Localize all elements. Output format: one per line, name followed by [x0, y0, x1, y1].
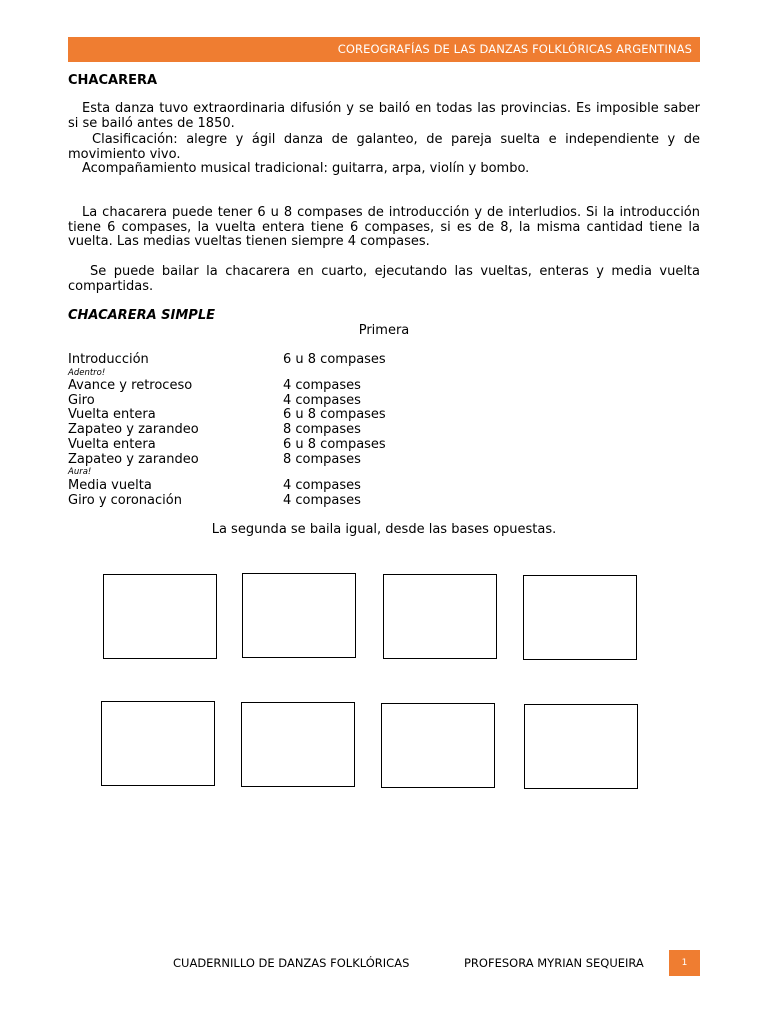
step-count: 6 u 8 compases — [283, 437, 386, 452]
subsection-title: CHACARERA SIMPLE — [68, 308, 215, 323]
paragraph3-text: Se puede bailar la chacarera en cuarto, ejecutando las vueltas, enteras y media vuelta compartidas. — [68, 264, 700, 294]
step-count: 6 u 8 compases — [283, 407, 386, 422]
diagram-box — [242, 573, 356, 658]
intro-p2-text: Clasificación: alegre y ágil danza de galanteo, de pareja suelta e independiente y de movimiento vivo. — [68, 132, 700, 162]
step-name: Zapateo y zarandeo — [68, 422, 199, 437]
diagram-box — [241, 702, 355, 787]
header-bar — [68, 37, 700, 62]
header-title: COREOGRAFÍAS DE LAS DANZAS FOLKLÓRICAS ARGENTINAS — [337, 42, 692, 56]
step-count: 4 compases — [283, 478, 361, 493]
step-note: Aura! — [68, 467, 92, 477]
step-count: 4 compases — [283, 493, 361, 508]
step-name: Avance y retroceso — [68, 378, 193, 393]
footer-left: CUADERNILLO DE DANZAS FOLKLÓRICAS — [173, 956, 410, 970]
intro-p1-text: Esta danza tuvo extraordinaria difusión y se bailó en todas las provincias. Es imposible saber si se bailó antes de 1850. — [68, 101, 700, 131]
step-name: Media vuelta — [68, 478, 152, 493]
step-name: Vuelta entera — [68, 437, 156, 452]
step-count: 4 compases — [283, 378, 361, 393]
step-count: 6 u 8 compases — [283, 352, 386, 367]
footer-right: PROFESORA MYRIAN SEQUEIRA — [464, 956, 644, 970]
step-note: Adentro! — [68, 368, 106, 378]
step-count: 8 compases — [283, 452, 361, 467]
diagram-box — [524, 704, 638, 789]
diagram-box — [523, 575, 637, 660]
diagram-box — [383, 574, 497, 659]
step-name: Giro y coronación — [68, 493, 182, 508]
step-name: Introducción — [68, 352, 149, 367]
paragraph2-text: La chacarera puede tener 6 u 8 compases de introducción y de interludios. Si la introducción tiene 6 compases, la vuelta entera tiene 6 compases, si es de 8, la misma cantidad tiene la vuelta. Las medias vueltas tienen siempre 4 compases. — [68, 205, 700, 249]
step-count: 8 compases — [283, 422, 361, 437]
intro-p3-text: Acompañamiento musical tradicional: guitarra, arpa, violín y bombo. — [82, 161, 530, 176]
page-number: 1 — [669, 950, 700, 976]
diagram-box — [101, 701, 215, 786]
part-label: Primera — [358, 323, 410, 338]
intro-paragraph-1 — [68, 102, 700, 131]
intro-paragraph-2 — [68, 133, 700, 162]
paragraph-cuarto — [68, 265, 700, 294]
intro-paragraph-3 — [68, 162, 700, 177]
diagram-box — [381, 703, 495, 788]
section-title: CHACARERA — [68, 73, 158, 88]
step-count: 4 compases — [283, 393, 361, 408]
second-part-note: La segunda se baila igual, desde las bases opuestas. — [211, 522, 557, 537]
diagram-box — [103, 574, 217, 659]
step-name: Vuelta entera — [68, 407, 156, 422]
paragraph-introduccion — [68, 206, 700, 250]
step-name: Giro — [68, 393, 95, 408]
step-name: Zapateo y zarandeo — [68, 452, 199, 467]
